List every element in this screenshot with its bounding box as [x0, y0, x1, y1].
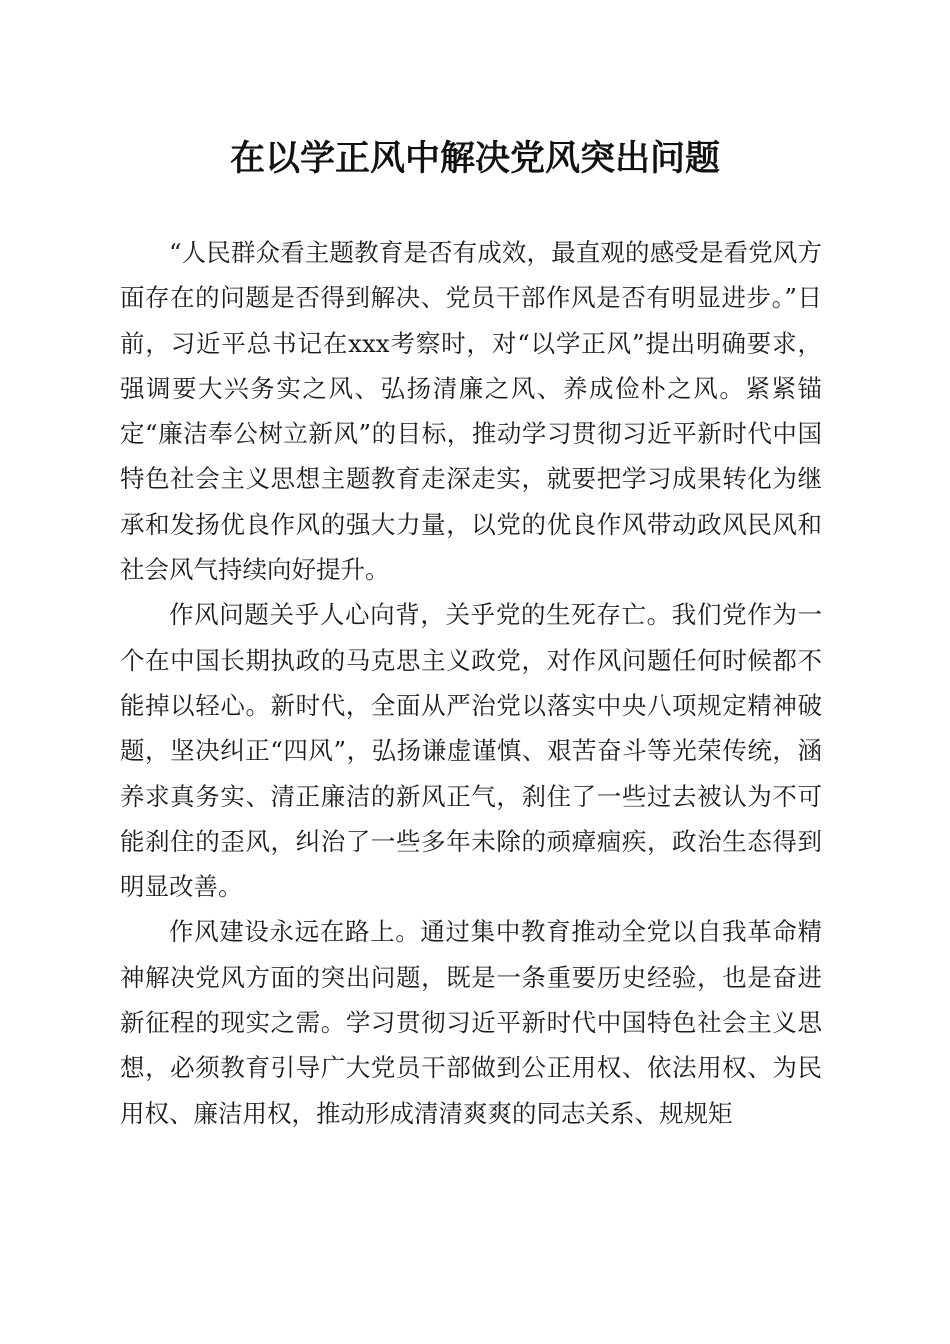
- paragraph-3: 作风建设永远在路上。通过集中教育推动全党以自我革命精神解决党风方面的突出问题，既是一条重要历史经验，也是奋进新征程的现实之需。学习贯彻习近平新时代中国特色社会主义思想，必须教育引导广大党员干部做到公正用权、依法用权、为民用权、廉洁用权，推动形成清清爽爽的同志关系、规规矩: [120, 917, 822, 1128]
- paragraph-2: 作风问题关乎人心向背，关乎党的生死存亡。我们党作为一个在中国长期执政的马克思主义政党，对作风问题任何时候都不能掉以轻心。新时代，全面从严治党以落实中央八项规定精神破题，坚决纠正“四风”，弘扬谦虚谨慎、艰苦奋斗等光荣传统，涵养求真务实、清正廉洁的新风正气，刹住了一些过去被认为不可能刹住的歪风，纠治了一些多年未除的顽瘴痼疾，政治生态得到明显改善。: [120, 600, 822, 902]
- paragraph-1: “人民群众看主题教育是否有成效，最直观的感受是看党风方面存在的问题是否得到解决、党员干部作风是否有明显进步。”日前，习近平总书记在xxx考察时，对“以学正风”提出明确要求，强调要大兴务实之风、弘扬清廉之风、养成俭朴之风。紧紧锚定“廉洁奉公树立新风”的目标，推动学习贯彻习近平新时代中国特色社会主义思想主题教育走深走实，就要把学习成果转化为继承和发扬优良作风的强大力量，以党的优良作风带动政风民风和社会风气持续向好提升。: [120, 238, 822, 585]
- document-title: 在以学正风中解决党风突出问题: [229, 138, 720, 179]
- document-body: [120, 230, 822, 1136]
